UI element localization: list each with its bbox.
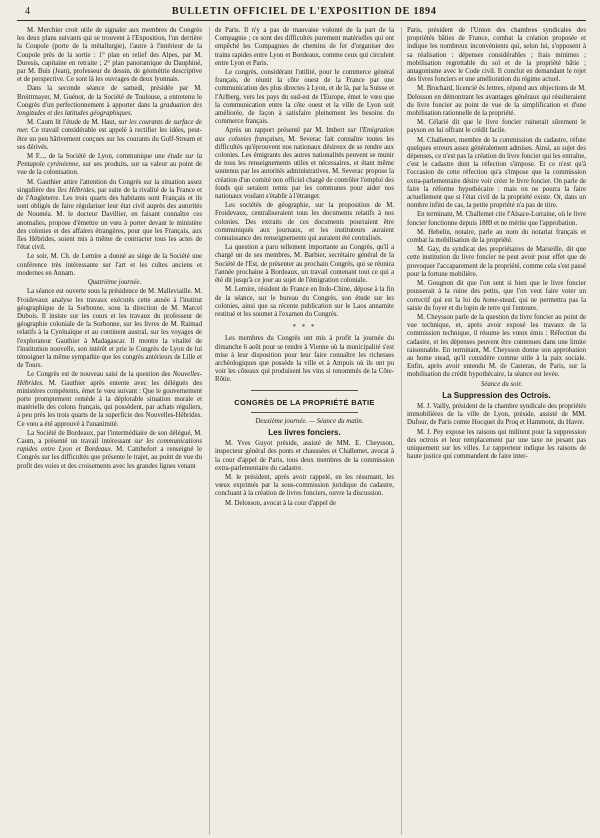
paragraph: M. Gauthier attire l'attention du Congrès sur la situation assez singulière des îles Hébrides, par suite de la rivalité de la France et de l'Angleterre. Les trois quarts des habitants sont Français et ils sont obligés de faire régulariser leur état civil auprès des autorités de Nouméa. M. le docteur Davillier, en faisant connaître ces anomalies, propose d'émettre un vœu à porter devant le ministère des colonies et des affaires étrangères, pour que les Français, aux îles Hébrides, soient mis à même de contracter tous les actes de l'état civil. xyxy=(17,178,202,252)
paragraph: M. J. Pey expose les raisons qui militent pour la suppression des octrois et leur remplacement par une taxe ne pesant pas uniquement sur les villes. Le rapporteur indique les raisons de haute justice qui commandent de faire inter- xyxy=(407,428,586,461)
article-columns xyxy=(17,27,586,835)
paragraph: M. Gougnon dit que l'on sent si bien que le livre foncier pousserait à la ruine des petits, que l'on veut faire voter un correctif qui est la loi du home-stead, qui ne permettra pas la saisie du foyer et du lopin de terre qui l'entoure. xyxy=(407,280,586,312)
paragraph: M. Cheysson parle de la question du livre foncier au point de vue technique, et, après avoir exposé les travaux de la commission technique, il résume les vœux émis : Réfection du cadastre, et les dépenses peuvent être contenues dans une limite raisonnable. En terminant, M. Cheysson donne son approbation au home stead, qu'il considère comme utile à la paix sociale. Enfin, après avoir entendu M. de Casteran, de Paris, sur la mobilisation du crédit hypothécaire, la séance est levée. xyxy=(407,313,586,379)
paragraph: M. Célarié dit que le livre foncier ruinerait sûrement le payson en lui offrant le crédit facile. xyxy=(407,119,586,135)
paragraph: La question a paru tellement importante au Congrès, qu'il a chargé un de ses membres, M. Barbier, secrétaire général de la Société de l'Est, de présenter au prochain Congrès, qui se réunira l'année prochaine à Bordeaux, un travail contenant tout ce qui a été dit jusqu'à ce jour au sujet de l'émigration coloniale. xyxy=(215,244,394,285)
paragraph: M. Hebelin, notaire, parle au nom du notariat français et combat la mobilisation de la propriété. xyxy=(407,228,586,245)
subheading: La Suppression des Octrois. xyxy=(442,390,551,400)
paragraph: Le soir, M. Ch. de Lemire a donné au siège de la Société une conférence très intéressante sur l'art et les cultes anciens et modernes en Annam. xyxy=(17,253,202,277)
paragraph: M. Yves Guyot préside, assisté de MM. E. Cheysson, inspecteur général des ponts et chaussées et Challemet, avocat à la cour d'appel de Paris, tous deux membres de la commission extra-parlementaire du cadastre. xyxy=(215,440,394,472)
paragraph: Les membres du Congrès ont mis à profit la journée du dimanche 6 août pour se rendre à Vienne où la municipalité s'est mise à leur disposition pour leur faire connaître les richesses archéologiques que possède la ville et à Ampuis où ils ont pu voir les côteaux qui produisent les vins si renommés de la Côte-Rôtie. xyxy=(215,335,394,384)
paragraph: M. Merchier croit utile de signaler aux membres du Congrès les deux plans suivants qui se trouvent à l'Exposition, l'un derrière la Coupole (porte de la métallurgie), l'autre à l'intérieur de la Coupole près de la sortie : 1° plan en relief des Alpes, par M. Duresis, capitaine en retraite ; 2° plan panoramique du Dauphiné, par M. Buis (Jean), professeur de dessin, de géométrie descriptive et de perspective. Ce sont là les ouvrages de deux lyonnais. xyxy=(17,27,202,84)
paragraph: La Société de Bordeaux, par l'intermédiaire de son délégué, M. Caum, a présenté un travail intéressant sur les communications rapides entre Lyon et Bordeaux. M. Cambefort a renseigné le Congrès sur les difficultés que présente le trajet, au point de vue du profit des voies et des croisements avec les grandes lignes venant xyxy=(17,429,202,470)
paragraph: Le congrès, considérant l'utilité, pour le commerce général français, de réunir la côte ouest de la France par une communication des plus directes à Lyon, et de là, par la Suisse et l'Arlberg, vers les pays du sud-est de l'Europe, émet le vœu que la communication entre la côte ouest et la ville de Lyon soit améliorée, de façon à satisfaire pleinement les besoins du commerce français. xyxy=(215,69,394,126)
page-number: 4 xyxy=(25,6,31,17)
page-header xyxy=(17,6,586,21)
paragraph: M. Lemire, résident de France en Indo-Chine, dépose à la fin de la séance, sur le bureau du Congrès, son étude sur les colonies, ainsi que sa récente publication sur le Laos annamite restitué et les soumet à l'examen du Congrès. xyxy=(215,286,394,318)
paragraph: de Paris. Il n'y a pas de mauvaise volonté de la part de la Compagnie ; ce sont des difficultés purement matérielles qui ont empêché les Compagnies de chemins de fer d'organiser des trains rapides entre Lyon et Bordeaux, comme ceux qui circulent entre Lyon et Paris. xyxy=(215,27,394,67)
paragraph: Après un rapport présenté par M. Imbert sur l'Emigration aux colonies françaises, M. Severac fait connaître toutes les difficultés qu'éprouvent nos nationaux désireux de se rendre aux colonies. Les émigrants des autres nationalités peuvent se munir de tous les renseignements utiles et nécessaires, et étant même soutenus par les autorités administratives. M. Severac propose la création d'un comité non officiel chargé de contrôler l'emploi des fonds qui seraient remis par les communes pour aider nos nationaux voulant s'établir à l'étranger. xyxy=(215,127,394,201)
day-heading: Quatrième journée. xyxy=(87,279,142,287)
session-heading: Deuxième journée. — Séance du matin. xyxy=(255,417,364,425)
paragraph: Dans la seconde séance de samedi, présidée par M. Breittmayer, M. Guénot, de la Société de Toulouse, a entretenu le Congrès d'un perfectionnement à apporter dans la graduation des longitudes et des latitudes géographiques. xyxy=(17,85,202,118)
section-title: CONGRÈS DE LA PROPRIÉTÉ BATIE xyxy=(234,397,375,407)
paragraph: Le Congrès est de nouveau saisi de la question des Nouvelles-Hébrides. M. Gauthier après entente avec les délégués des ministères compétents, émet le vœu suivant : Que le gouvernement porte promptement remède à la déplorable situation morale et matérielle des colons français, qui possèdent, par achats réguliers, à peu près les trois quarts de la superficie des Nouvelles-Hébrides. Ce vœu a été approuvé à l'unanimité. xyxy=(17,371,202,428)
paragraph: M. Gay, du syndicat des propriétaires de Marseille, dit que cette institution du livre foncier ne peut avoir pour effet que de provoquer l'accaparement de la propriété, comme cela s'est passé pour la fortune mobilière. xyxy=(407,246,586,278)
column-2 xyxy=(209,27,394,835)
section-ornament: * * * xyxy=(292,323,317,332)
paragraph: En terminant, M. Challemet cite l'Alsace-Lorraine, où le livre foncier fonctionne depuis 1889 et ne mérite que l'approbation. xyxy=(407,211,586,227)
paragraph: M. Challemet, membre de la commission du cadastre, réfute quelques erreurs assez généralement admises. Ainsi, au sujet des dépenses, ce n'est pas la création du livre foncier qui les entraîne, c'est le cadastre dont la réfection s'impose. Et ce n'est qu'à l'occasion de cette réfection qu'a s'impose que la commission extra-parlementaire désire voir créer le livre foncier. On parle de faire la réforme hypothécaire : mais on ne pourra la faire actuellement que si l'état civil de la propriété existe. Or, dans un nombre infini de cas, la petite propriété n'a pas de titre. xyxy=(407,136,586,210)
page-title: BULLETIN OFFICIEL DE L'EXPOSITION DE 1894 xyxy=(171,6,437,17)
paragraph: M. Delosson, avocat à la cour d'appel de xyxy=(225,499,336,507)
session-heading: Séance du soir. xyxy=(480,380,523,388)
paragraph: Paris, président de l'Union des chambres syndicales des propriétés bâties de France, combat la création proposée et indique les nombreux inconvénients qui, selon lui, s'opposent à sa réalisation : dépenses considérables ; frais minimes ; mobilisation regrettable du sol et de la propriété bâtie ; antagonisme avec le Code civil. Il conclut en demandant le rejet des livres fonciers et une amélioration du régime actuel. xyxy=(407,27,586,84)
column-3 xyxy=(401,27,586,835)
subheading: Les livres fonciers. xyxy=(268,427,341,437)
divider xyxy=(251,390,358,391)
paragraph: M F..., de la Société de Lyon, communique une étude sur la Pentapole cyrénéenne, sur ses produits, sur sa valeur au point de vue de la colonisation. xyxy=(17,153,202,177)
paragraph: M. Brochard, licencié ès lettres, répond aux objections de M. Delosson en démontrant les avantages généraux qui résulteraient du livre foncier au point de vue de la simplification et d'une mobilisation rationnelle de la propriété. xyxy=(407,85,586,118)
divider xyxy=(251,412,358,413)
paragraph: Les sociétés de géographie, sur la proposition de M. Froidevaux, centraliseraient tous les documents relatifs à nos colonies. Des extraits de ces documents pourraient être communiqués aux journaux, et les instituteurs auraient connaissance des renseignements qui auraient été centralisés. xyxy=(215,202,394,243)
paragraph: M. Caum lit l'étude de M. Haut, sur les courants de surface de mer. Ce travail considérable est appelé à rectifier les idées, peut-être un peu hâtivement conçues sur les courants du Gulf-Stream et ses dérivés. xyxy=(17,119,202,151)
paragraph: M. J. Vailly, président de la chambre syndicale des propriétés immobilières de la ville de Lyon, préside, assisté de MM. Dufour, de Paris comte Hocquet du Proq et Hammont, du Havre. xyxy=(407,402,586,427)
paragraph: La séance est ouverte sous la présidence de M. Malleviaille. M. Froidevaux analyse les travaux exécutés cette année à l'institut géographique de la Sorbonne, sous la direction de M. Marcel Dubois. Il insiste sur les cours et les travaux du professeur de géographie coloniale de la Sorbonne, sur les livres de M. Raimad relatifs à la Cyrénaïque et au continent austral, sur les voyages de l'explorateur Gauthier à Madagascar. Il montre la vitalité de l'institution nouvelle, son intérêt et prie le Congrès de Lyon de lui témoigner la même sympathie que les congrès antérieurs de Lille et de Tours. xyxy=(17,288,202,370)
column-1 xyxy=(17,27,202,835)
paragraph: M. le président, après avoir rappelé, en les résumant, les vœux exprimés par la sous-commission juridique du cadastre, concluant à la création de livres fonciers, ouvre la discussion. xyxy=(215,473,394,498)
